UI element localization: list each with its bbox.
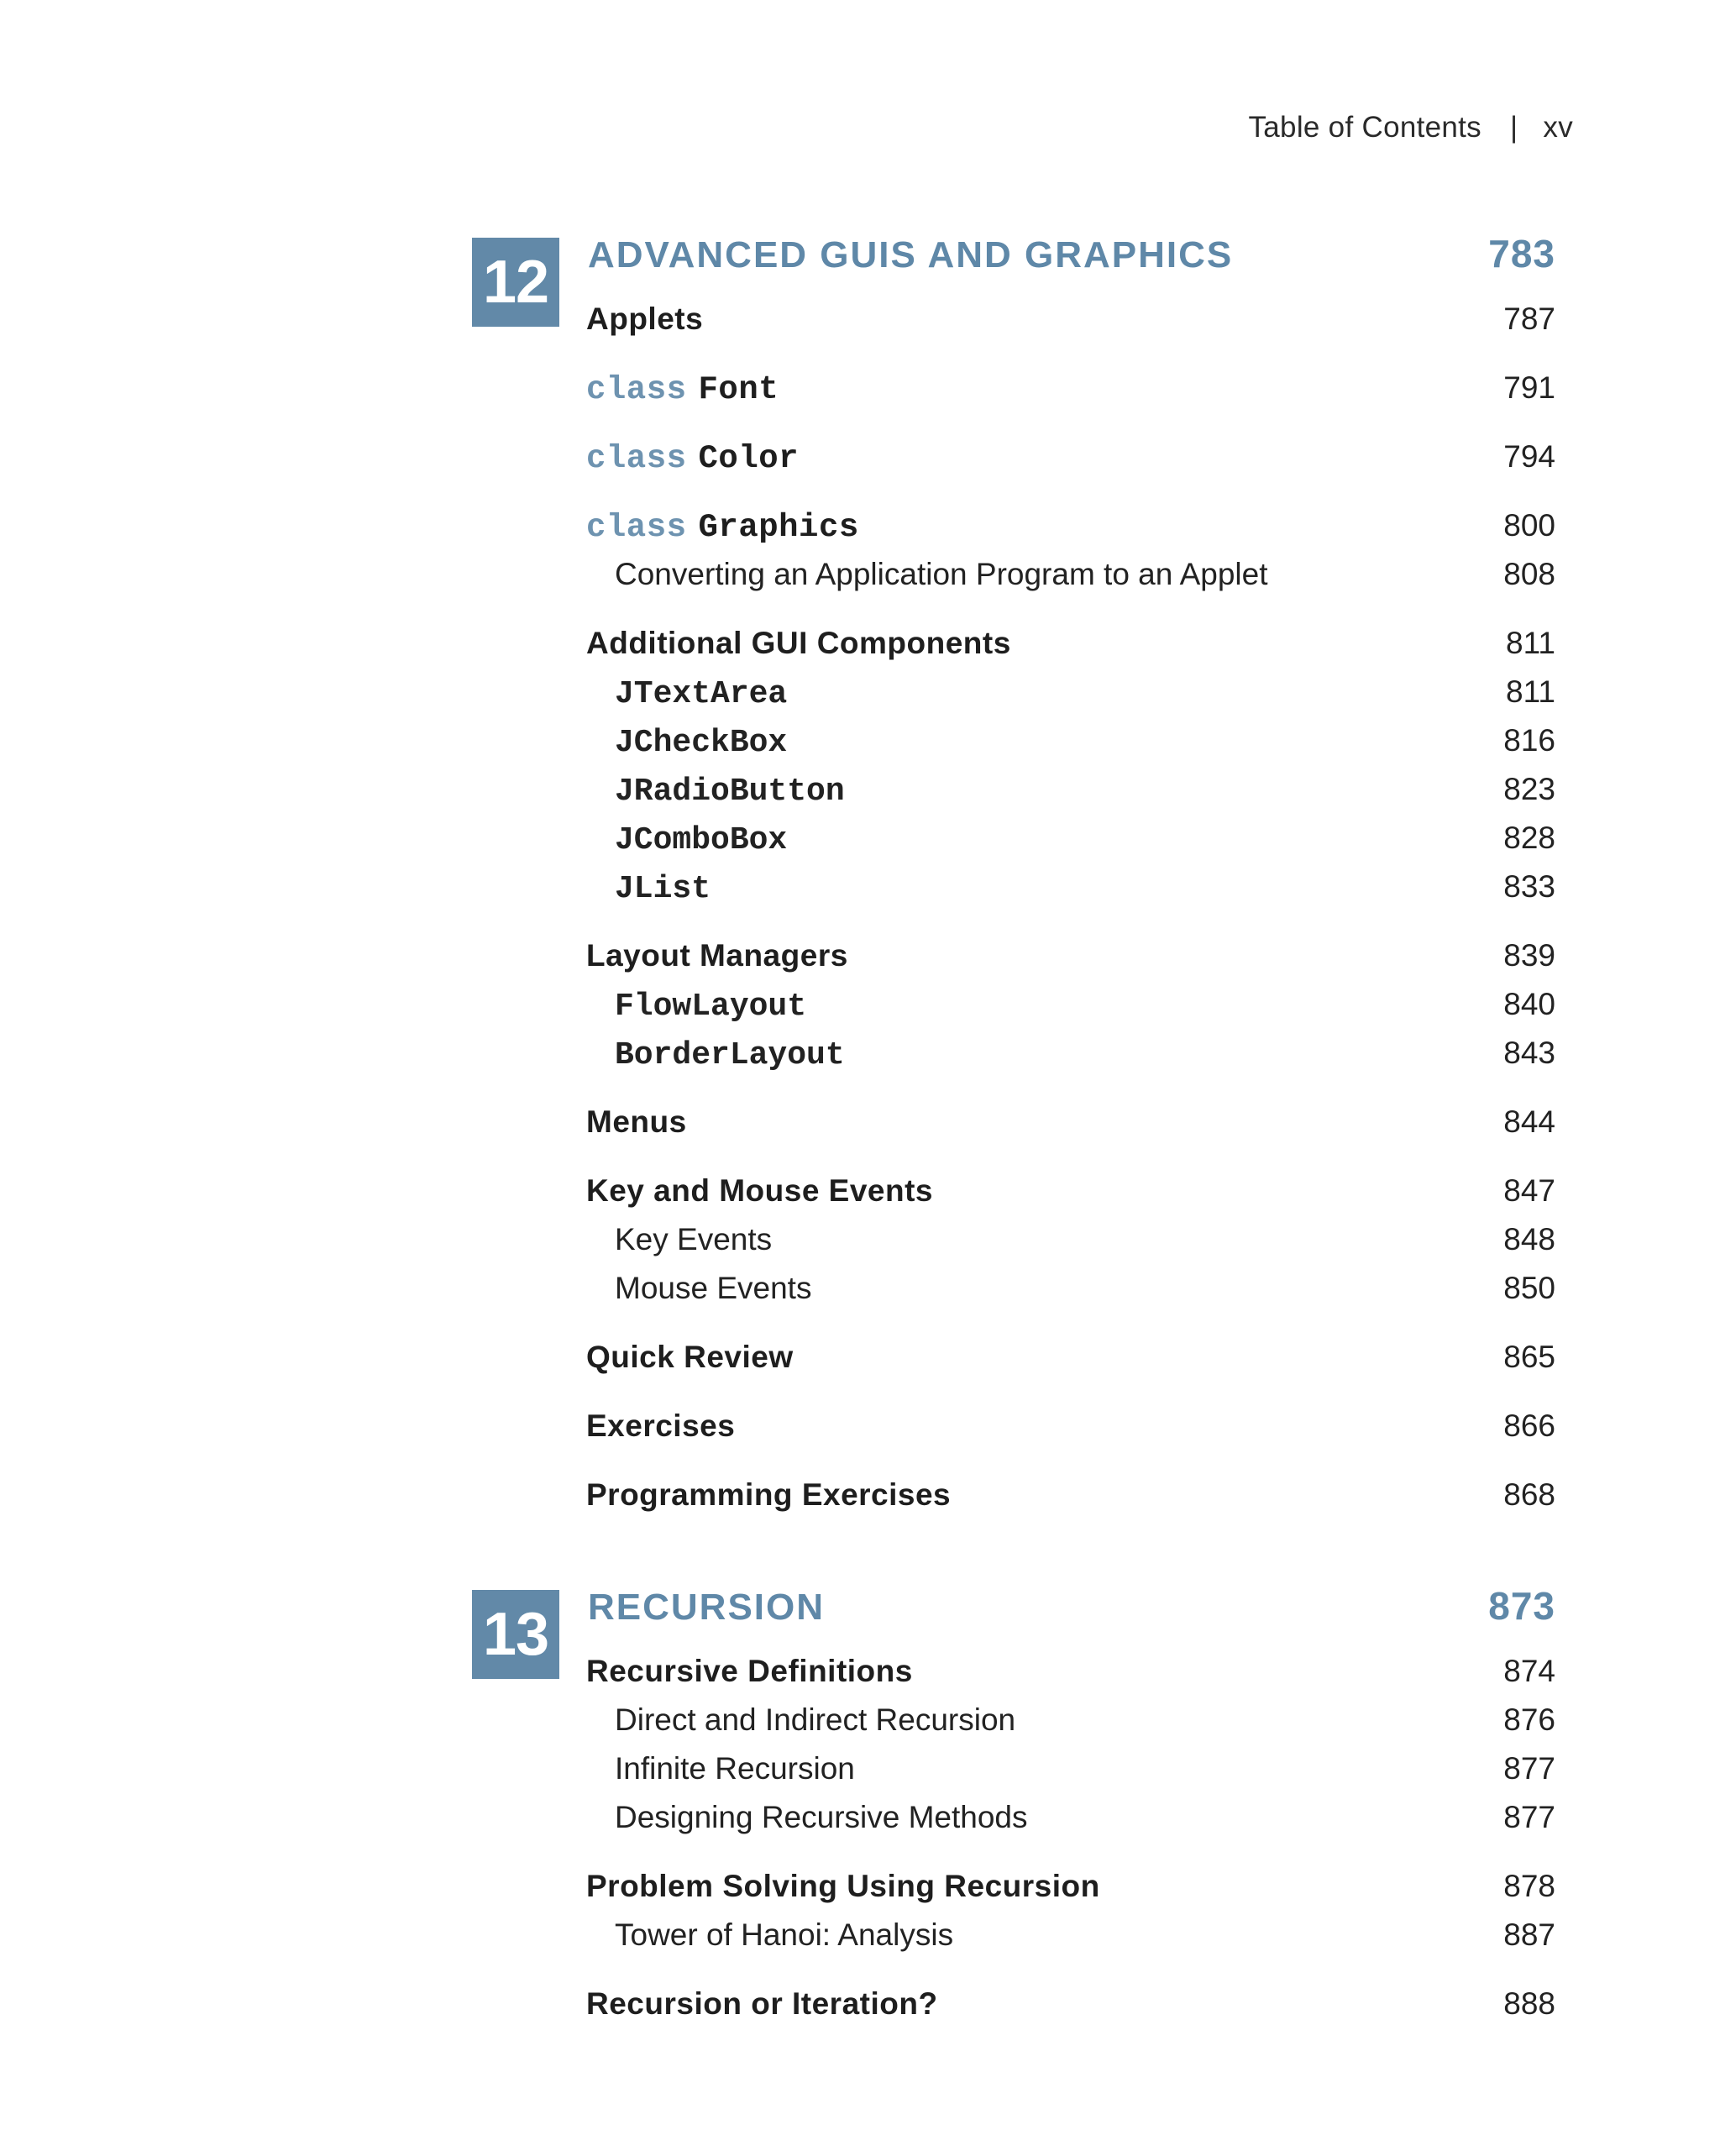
toc-entry[interactable] [586, 302, 1555, 337]
class-keyword: class [586, 440, 687, 477]
toc-entry-page: 848 [1503, 1222, 1555, 1256]
toc-entry[interactable] [586, 1104, 1555, 1140]
toc-entry-title: Quick Review [586, 1340, 794, 1374]
toc-entry[interactable] [586, 626, 1555, 661]
toc-entry-page: 876 [1503, 1702, 1555, 1737]
running-head-separator: | [1509, 111, 1518, 144]
toc-entry-page: 866 [1503, 1408, 1555, 1443]
toc-entry-page: 865 [1503, 1340, 1555, 1374]
toc-entry-title: Color [698, 440, 800, 477]
chapter-heading[interactable] [588, 231, 1555, 276]
toc-entry[interactable] [586, 772, 1555, 810]
toc-entry-title: Applets [586, 302, 704, 336]
chapter-title: ADVANCED GUIS AND GRAPHICS [588, 234, 1234, 275]
running-head-page: xv [1543, 111, 1573, 144]
toc-entry-title: Graphics [698, 509, 859, 546]
toc-entry-title: Key Events [615, 1222, 773, 1256]
toc-entry-page: 839 [1503, 938, 1555, 973]
class-keyword: class [586, 371, 687, 408]
toc-entry-title: Direct and Indirect Recursion [615, 1702, 1016, 1737]
toc-entry-page: 877 [1503, 1751, 1555, 1786]
toc-entry-title: Key and Mouse Events [586, 1173, 934, 1208]
toc-entry-title: Converting an Application Program to an Applet [615, 557, 1268, 591]
toc-entry[interactable] [586, 439, 1555, 477]
toc-entry-page: 823 [1503, 772, 1555, 806]
toc-entry-title: Problem Solving Using Recursion [586, 1869, 1100, 1903]
toc-entry[interactable] [586, 1869, 1555, 1904]
toc-entry[interactable] [586, 1036, 1555, 1073]
toc-entry-page: 844 [1503, 1104, 1555, 1139]
toc-entry-page: 816 [1503, 723, 1555, 758]
toc-entry-title: JList [615, 871, 711, 907]
toc-entry-title: Recursive Definitions [586, 1654, 913, 1688]
toc-entry-title: BorderLayout [615, 1037, 845, 1073]
toc-entry[interactable] [586, 938, 1555, 973]
toc-entry[interactable] [586, 1800, 1555, 1835]
toc-entry-title: Mouse Events [615, 1271, 812, 1305]
toc-entry-page: 874 [1503, 1654, 1555, 1688]
toc-entry-page: 808 [1503, 557, 1555, 591]
toc-entry-page: 833 [1503, 869, 1555, 904]
toc-entry-page: 877 [1503, 1800, 1555, 1834]
toc-entry-page: 888 [1503, 1986, 1555, 2021]
toc-entry-title: Recursion or Iteration? [586, 1986, 938, 2021]
toc-entry[interactable] [586, 1751, 1555, 1786]
toc-entry-page: 868 [1503, 1477, 1555, 1512]
toc-entry[interactable] [586, 370, 1555, 408]
toc-entry-page: 800 [1503, 508, 1555, 543]
toc-entry-page: 840 [1503, 987, 1555, 1021]
toc-entry-page: 878 [1503, 1869, 1555, 1903]
toc-entry[interactable] [586, 723, 1555, 761]
toc-entry-title: JTextArea [615, 676, 788, 712]
running-head-title: Table of Contents [1248, 111, 1481, 144]
toc-entry[interactable] [586, 1702, 1555, 1738]
toc-entry-page: 811 [1506, 626, 1555, 660]
toc-entry[interactable] [586, 557, 1555, 592]
toc-entry[interactable] [586, 508, 1555, 546]
toc-entry-page: 791 [1503, 370, 1555, 405]
toc-entry-page: 850 [1503, 1271, 1555, 1305]
toc-entry[interactable] [586, 1477, 1555, 1513]
toc-entry-title: Font [698, 371, 779, 408]
toc-entry[interactable] [586, 987, 1555, 1025]
toc-entry-title: Tower of Hanoi: Analysis [615, 1917, 954, 1952]
toc-entry-title: Menus [586, 1104, 687, 1139]
toc-entry-page: 794 [1503, 439, 1555, 474]
toc-entry-title: Infinite Recursion [615, 1751, 855, 1786]
running-head [1248, 111, 1573, 144]
class-keyword: class [586, 509, 687, 546]
toc-entry-title: JComboBox [615, 822, 788, 858]
toc-entry-title: FlowLayout [615, 989, 807, 1025]
toc-entry-page: 828 [1503, 821, 1555, 855]
toc-entry[interactable] [586, 1222, 1555, 1257]
toc-entry[interactable] [586, 869, 1555, 907]
toc-entry-page: 787 [1503, 302, 1555, 336]
toc-entry-title: Exercises [586, 1408, 736, 1443]
toc-entry[interactable] [586, 674, 1555, 712]
toc-entry-title: Programming Exercises [586, 1477, 952, 1512]
chapter-heading[interactable] [588, 1583, 1555, 1629]
toc-entry-title: Layout Managers [586, 938, 848, 973]
toc-entry[interactable] [586, 1408, 1555, 1444]
toc-entry-page: 811 [1506, 674, 1555, 709]
toc-entry-title: Designing Recursive Methods [615, 1800, 1028, 1834]
toc-entry[interactable] [586, 1986, 1555, 2022]
toc-entry-page: 887 [1503, 1917, 1555, 1952]
toc-entry-title: JRadioButton [615, 774, 845, 810]
toc-entry-page: 843 [1503, 1036, 1555, 1070]
chapter-number-badge: 12 [472, 238, 559, 327]
toc-entry[interactable] [586, 821, 1555, 858]
toc-entry-title: Additional GUI Components [586, 626, 1011, 660]
toc-entry[interactable] [586, 1340, 1555, 1375]
chapter-title: RECURSION [588, 1587, 826, 1628]
toc-entry-title: JCheckBox [615, 725, 788, 761]
chapter-number-badge: 13 [472, 1590, 559, 1679]
chapter-page: 873 [1488, 1584, 1555, 1628]
toc-entry[interactable] [586, 1271, 1555, 1306]
chapter-page: 783 [1488, 232, 1555, 275]
toc-entry-page: 847 [1503, 1173, 1555, 1208]
toc-entry[interactable] [586, 1917, 1555, 1953]
toc-entry[interactable] [586, 1654, 1555, 1689]
toc-entry[interactable] [586, 1173, 1555, 1209]
